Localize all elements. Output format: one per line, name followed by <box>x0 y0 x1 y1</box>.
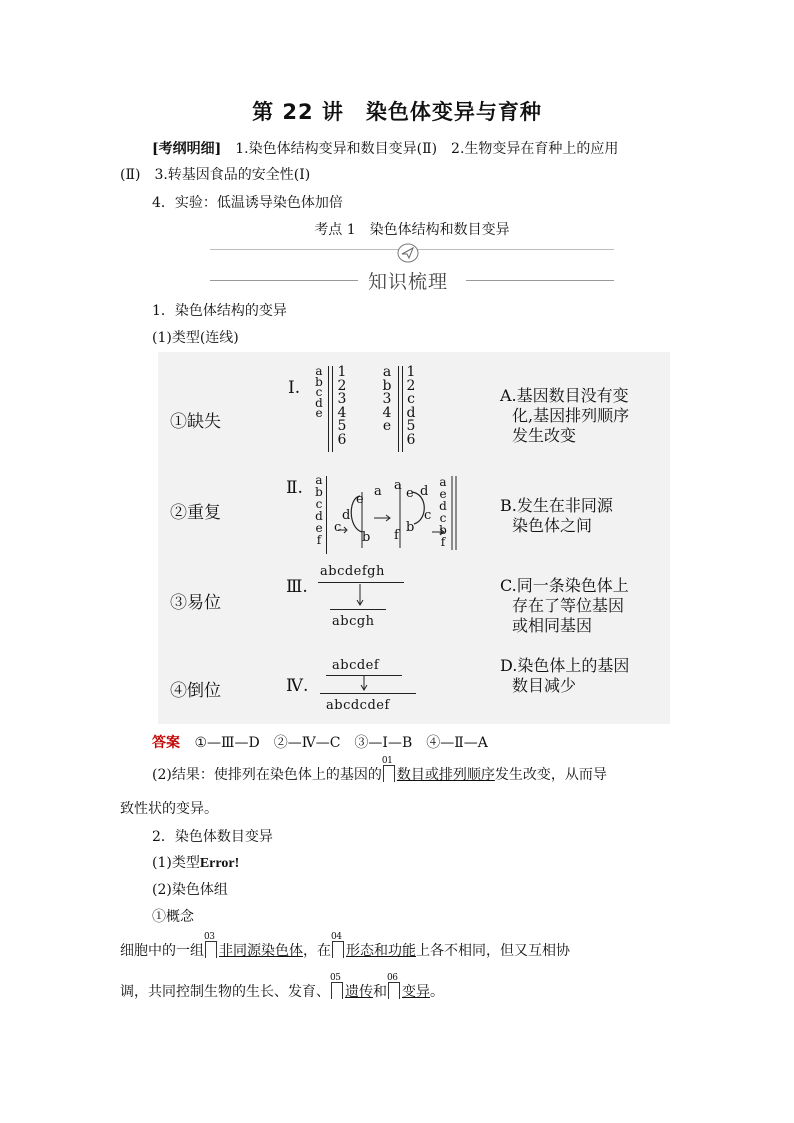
blank-marker <box>387 973 400 999</box>
d2-line <box>326 476 327 554</box>
option-d-line: D.染色体上的基因 <box>500 656 630 675</box>
option-c-line: C.同一条染色体上 <box>500 576 629 595</box>
kaodian-heading: 考点 1 染色体结构和数目变异 <box>314 222 510 238</box>
result-line-2: 致性状的变异。 <box>120 801 218 817</box>
option-d <box>500 656 629 696</box>
page-title: 第 22 讲 染色体变异与育种 <box>252 100 542 124</box>
paper-plane-icon <box>396 243 420 263</box>
concept-line-1 <box>120 932 570 960</box>
section1-type-label: (1)类型(连线) <box>152 330 239 346</box>
d2-mid-c: c <box>334 520 342 535</box>
option-b-line: B.发生在非同源 <box>500 496 613 515</box>
blank-marker <box>381 756 395 782</box>
row-label-inversion: ④倒位 <box>170 681 221 701</box>
concept-key: 遗传 <box>345 984 373 1000</box>
d4-down-arrow <box>358 676 370 692</box>
d2-right-d: d <box>420 484 429 499</box>
d2-mid-a: a <box>374 484 383 499</box>
d1-right-a: 123456 <box>337 364 347 448</box>
result-prefix: (2)结果：使排列在染色体上的基因的 <box>152 767 382 783</box>
result-suffix: 发生改变，从而导 <box>494 767 607 783</box>
option-c-line: 存在了等位基因 <box>512 596 625 615</box>
syllabus-line-2: (Ⅱ) 3.转基因食品的安全性(Ⅰ) <box>120 167 311 183</box>
section2-types <box>152 852 239 872</box>
roman-4: Ⅳ. <box>286 676 309 696</box>
section2-types-label: (1)类型 <box>152 855 200 871</box>
section2-concept-label: ①概念 <box>152 909 194 925</box>
d1-left-a: abcde <box>315 364 323 420</box>
d2-far-right: aedcbf <box>439 475 447 549</box>
d1-line <box>332 366 333 452</box>
result-line-1 <box>152 756 607 784</box>
d1-line <box>328 366 329 452</box>
answer-line <box>152 732 488 752</box>
knowledge-banner <box>210 243 614 293</box>
concept-text: 上各不相同，但又互相协 <box>416 943 570 959</box>
blank-marker <box>330 973 343 999</box>
result-key: 数目或排列顺序 <box>396 767 495 783</box>
syllabus-tag: [考纲明细] <box>152 141 222 157</box>
concept-text: 细胞中的一组 <box>120 943 204 959</box>
option-a <box>500 386 629 446</box>
d2-left: abcdef <box>315 473 323 547</box>
d2-mid-e: e <box>356 492 365 507</box>
d2-mid-b: b <box>362 530 371 545</box>
answer-text: ①—Ⅲ—D ②—Ⅳ—C ③—Ⅰ—B ④—Ⅱ—A <box>194 735 488 751</box>
blank-marker <box>204 932 217 958</box>
concept-text: 调，共同控制生物的生长、发育、 <box>120 984 330 1000</box>
concept-key: 形态和功能 <box>346 943 416 959</box>
concept-text: 。 <box>430 984 444 1000</box>
structure-variation-figure <box>158 352 670 724</box>
row-label-translocation: ③易位 <box>170 593 221 613</box>
blank-number: 05 <box>330 973 341 983</box>
concept-text: 和 <box>373 984 387 1000</box>
d3-rule <box>330 609 386 610</box>
syllabus-line-1-text: 1.染色体结构变异和数目变异(Ⅱ) 2.生物变异在育种上的应用 <box>221 141 619 157</box>
syllabus-line-1 <box>152 138 618 158</box>
d3-rule <box>318 582 404 583</box>
concept-line-2 <box>120 973 444 1001</box>
option-b-line: 染色体之间 <box>512 516 593 535</box>
d4-bottom: abcdcdef <box>326 698 390 713</box>
d1-left-b: ab34e <box>382 364 392 434</box>
blank-number: 06 <box>387 973 398 983</box>
option-d-line: 数目减少 <box>512 676 577 695</box>
row-label-deletion: ①缺失 <box>170 412 221 432</box>
roman-2: Ⅱ. <box>286 478 303 498</box>
d2-right-e: e <box>406 486 415 501</box>
blank-number: 04 <box>331 932 342 942</box>
d4-top: abcdef <box>332 658 380 673</box>
concept-text: ，在 <box>303 943 331 959</box>
d3-bottom: abcgh <box>332 614 375 629</box>
d2-right-f: f <box>394 528 400 543</box>
d1-right-b: 12cd56 <box>406 364 416 448</box>
section2-heading: 2．染色体数目变异 <box>152 829 273 845</box>
option-a-line: 发生改变 <box>512 426 577 445</box>
d3-top: abcdefgh <box>320 564 385 579</box>
roman-3: Ⅲ. <box>286 577 308 597</box>
option-c-line: 或相同基因 <box>512 616 593 635</box>
option-c <box>500 576 629 636</box>
option-a-line: 化,基因排列顺序 <box>512 406 630 425</box>
section2-set-label: (2)染色体组 <box>152 882 228 898</box>
option-a-line: A.基因数目没有变 <box>500 386 629 405</box>
roman-1: Ⅰ. <box>288 378 301 398</box>
section1-heading: 1．染色体结构的变异 <box>152 303 287 319</box>
d3-down-arrow <box>354 584 366 608</box>
d2-right-a: a <box>394 478 403 493</box>
error-text: Error! <box>199 856 240 871</box>
blank-marker <box>331 932 344 958</box>
d2-right-c: c <box>424 508 432 523</box>
row-label-duplication: ②重复 <box>170 503 221 523</box>
blank-number: 03 <box>204 932 215 942</box>
answer-label: 答案 <box>152 735 180 751</box>
syllabus-line-3: 4．实验：低温诱导染色体加倍 <box>152 195 343 211</box>
d2-right-b: b <box>406 520 415 535</box>
d1-line <box>402 366 403 452</box>
concept-key: 非同源染色体 <box>219 943 303 959</box>
banner-left-rule <box>210 280 358 281</box>
option-b <box>500 496 613 536</box>
d4-rule <box>320 693 416 694</box>
d1-line <box>398 366 399 452</box>
banner-right-rule <box>466 280 614 281</box>
banner-title: 知识梳理 <box>368 271 449 293</box>
concept-key: 变异 <box>402 984 430 1000</box>
blank-number: 01 <box>381 756 393 766</box>
d2-mid-d: d <box>342 508 351 523</box>
